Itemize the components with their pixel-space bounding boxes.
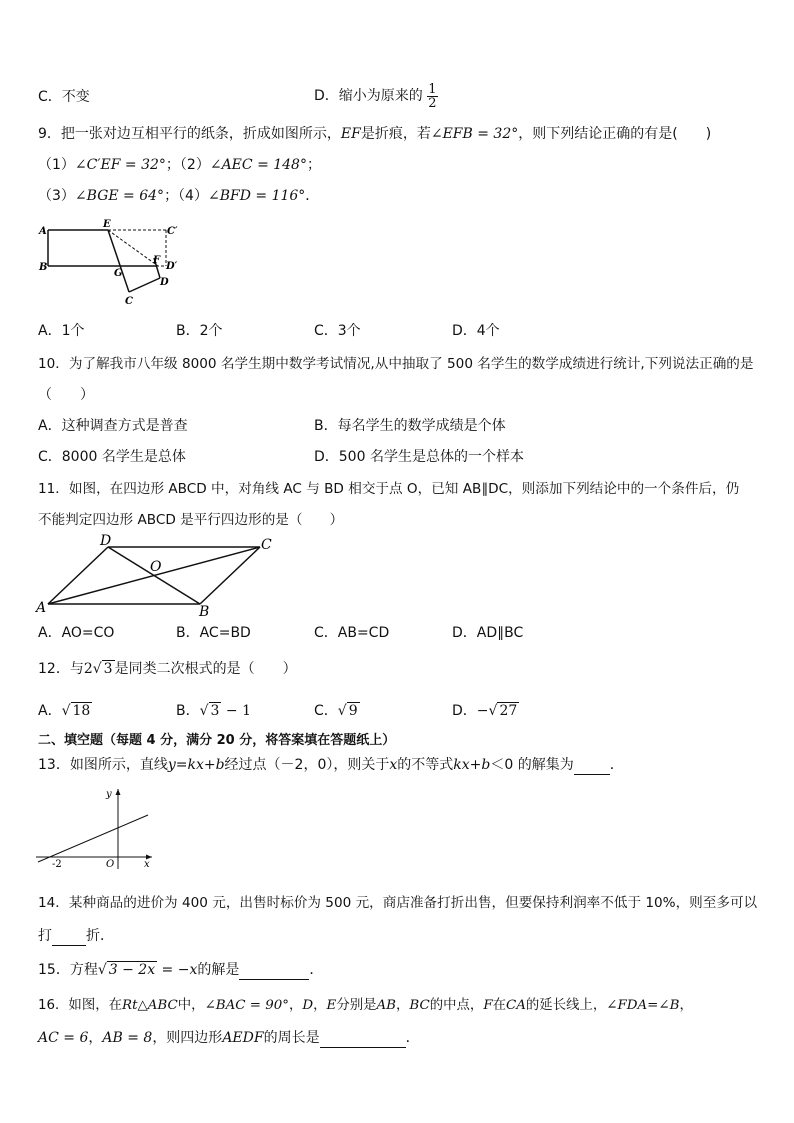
minus-one: − 1: [221, 703, 251, 719]
q11-stem-line1: 11．如图，在四边形 ABCD 中，对角线 AC 与 BD 相交于点 O，已知 AB∥DC，则添加下列结论中的一个条件后，仍: [38, 481, 740, 497]
label-A: A: [39, 226, 47, 237]
radicand: 27: [499, 703, 518, 719]
q11-stem-line2: 不能判定四边形 ABCD 是平行四边形的是（ ）: [38, 512, 344, 528]
q12-stem-text: 是同类二次根式的是（ ）: [114, 661, 297, 677]
q9-option-d: D．4个: [452, 323, 500, 339]
q16-line2: [38, 1028, 420, 1048]
q13-stem-text: ＜0 的解集为: [490, 757, 574, 773]
segment-ca: CA: [506, 998, 526, 1013]
label-D: D: [160, 277, 169, 288]
section-fill-in-heading: 二、填空题（每题 4 分，满分 20 分，将答案填在答题纸上）: [38, 733, 396, 748]
sqrt-18: √ 18: [61, 703, 91, 719]
q16-line1: [38, 996, 693, 1016]
q10-option-d: D．500 名学生是总体的一个样本: [314, 449, 524, 465]
q13-line-graph: [34, 785, 164, 871]
q9-folded-strip-figure: [36, 218, 186, 308]
point-e: E: [326, 998, 337, 1013]
q10-option-c: C．8000 名学生是总体: [38, 449, 186, 465]
q11-option-d: D．AD∥BC: [452, 625, 524, 641]
ab-length: AB = 8: [102, 1030, 153, 1046]
q10-paren: （ ）: [38, 387, 94, 403]
q16-text: ，: [679, 998, 693, 1013]
triangle: Rt△ABC: [122, 998, 178, 1013]
q9-label: ；（2）: [165, 157, 210, 173]
option-label: C．: [314, 703, 338, 719]
q13-stem: [38, 755, 624, 775]
y-axis-arrow: [116, 789, 121, 795]
q15-stem: [38, 960, 323, 980]
sqrt-9: √ 9: [337, 703, 358, 719]
q9-cond-3: ∠BGE = 64°: [74, 188, 165, 204]
q9-conditions-1: [38, 155, 321, 175]
folded-edge-cd: [129, 278, 160, 292]
q16-text: ，: [313, 998, 327, 1013]
answer-blank: [52, 931, 86, 946]
q14-line1: 14．某种商品的进价为 400 元，出售时标价为 500 元，商店准备打折出售，但要保持利润率不低于 10%，则至多可以: [38, 895, 758, 911]
sqrt-3: √ 3: [199, 703, 220, 719]
q9-stem: [38, 124, 711, 144]
q9-label: ．: [305, 188, 320, 204]
quadrilateral-aedf: AEDF: [222, 1030, 264, 1046]
q9-option-a: A．1个: [38, 323, 85, 339]
q11-option-b: B．AC=BD: [176, 625, 251, 641]
label-G: G: [114, 268, 123, 279]
option-label: D．: [452, 703, 477, 719]
q12-option-a: [38, 701, 92, 721]
q16-text: 16．如图，在: [38, 998, 122, 1013]
sqrt-expression: √ 3 − 2x: [97, 962, 156, 978]
q11-option-c: C．AB=CD: [314, 625, 390, 641]
q12-option-b: [176, 701, 251, 721]
q11-quadrilateral-figure: [34, 532, 284, 620]
q16-text: 的延长线上，: [525, 998, 607, 1013]
angle-equality: ∠FDA=∠B: [606, 998, 680, 1013]
option-label: A．: [38, 703, 62, 719]
q16-text: 中，: [177, 998, 205, 1013]
crease-ef: [108, 230, 158, 266]
diagonal-bd: [108, 547, 200, 604]
point-f: F: [483, 998, 493, 1013]
q13-stem-text: 经过点（－2，0），则关于: [224, 757, 390, 773]
q8-option-d-text: D．缩小为原来的: [314, 88, 423, 104]
label-F: F: [153, 255, 161, 266]
q16-text: ，: [289, 998, 303, 1013]
radicand: 18: [72, 703, 91, 719]
q15-text: 15．方程: [38, 962, 98, 978]
answer-blank: [574, 760, 610, 775]
fraction-numerator: 1: [428, 81, 437, 97]
q16-text: 在: [492, 998, 506, 1013]
q9-crease: EF: [340, 126, 361, 142]
q14-text: 打: [38, 928, 52, 944]
q9-stem-text: 9．把一张对边互相平行的纸条，折成如图所示，: [38, 126, 341, 142]
q15-text: ．: [309, 962, 324, 978]
label-C: C: [125, 296, 133, 307]
label-E: E: [103, 219, 111, 230]
q9-cond-1: ∠C′EF = 32°: [74, 157, 166, 173]
q15-text: 的解是: [197, 962, 240, 978]
q9-stem-text: ，则下列结论正确的有是( ): [518, 126, 712, 142]
label-B: B: [39, 262, 48, 273]
label-A: A: [36, 600, 47, 616]
q12-option-d: [452, 701, 519, 721]
q9-cond-4: ∠BFD = 116°: [207, 188, 306, 204]
q16-text: ．: [405, 1030, 420, 1046]
y-label: y: [106, 789, 112, 800]
segment-ab: AB: [376, 998, 397, 1013]
q12-stem: [38, 659, 297, 679]
q16-text: ，则四边形: [152, 1030, 223, 1046]
answer-blank: [239, 965, 309, 980]
answer-blank: [320, 1033, 406, 1048]
line-y-kx-b: [38, 815, 148, 862]
label-D-prime: D′: [166, 261, 178, 272]
ac-length: AC = 6: [38, 1030, 89, 1046]
folded-edge-ec: [108, 230, 129, 292]
q10-option-b: B．每名学生的数学成绩是个体: [314, 418, 506, 434]
sqrt-27: √ 27: [488, 703, 518, 719]
q14-text: 折．: [86, 928, 114, 944]
q9-conditions-2: [38, 186, 319, 206]
segment-bc: BC: [409, 998, 430, 1013]
label-B: B: [199, 604, 210, 620]
q9-option-c: C．3个: [314, 323, 361, 339]
q16-text: 的中点，: [429, 998, 484, 1013]
radicand: 3: [103, 661, 113, 677]
q9-stem-text: 是折痕，若: [360, 126, 431, 142]
q10-stem: 10．为了解我市八年级 8000 名学生期中数学考试情况,从中抽取了 500 名学生的数学成绩进行统计,下列说法正确的是: [38, 356, 754, 372]
q11-option-a: A．AO=CO: [38, 625, 115, 641]
line-equation: y=kx+b: [167, 757, 225, 773]
equation-rhs: = −x: [157, 962, 198, 978]
q16-text: 的周长是: [263, 1030, 320, 1046]
q16-text: ，: [88, 1030, 103, 1046]
right-angle: ∠BAC = 90°: [204, 998, 290, 1013]
q9-option-b: B．2个: [176, 323, 223, 339]
q9-label: ；: [306, 157, 321, 173]
q13-stem-text: ．: [609, 757, 624, 773]
q12-stem-text: 12．与: [38, 661, 84, 677]
q13-stem-text: 13．如图所示，直线: [38, 757, 168, 773]
q9-given-angle: ∠EFB = 32°: [430, 126, 519, 142]
point-d: D: [302, 998, 314, 1013]
x-label: x: [144, 859, 150, 870]
q13-stem-text: 的不等式: [397, 757, 454, 773]
label-D: D: [100, 533, 112, 549]
option-label: B．: [176, 703, 200, 719]
q10-option-a: A．这种调查方式是普查: [38, 418, 188, 434]
q16-text: ，: [396, 998, 410, 1013]
minus-sign: −: [476, 703, 489, 719]
label-C-prime: C′: [167, 226, 178, 237]
q12-radical: 2√ 3: [83, 661, 113, 677]
q9-label: ；（4）: [164, 188, 208, 204]
q9-cond-2: ∠AEC = 148°: [209, 157, 307, 173]
inequality-expr: kx+b: [453, 757, 491, 773]
q8-option-c: C．不变: [38, 89, 90, 105]
q12-option-c: [314, 701, 360, 721]
q16-text: 分别是: [336, 998, 377, 1013]
radicand: 3 − 2x: [108, 962, 156, 978]
q8-option-d: [314, 78, 438, 114]
fraction-denominator: 2: [428, 95, 437, 111]
neg-two-label: -2: [52, 859, 62, 870]
q9-label: （3）: [38, 188, 75, 204]
variable-x: x: [389, 757, 398, 773]
q9-label: （1）: [38, 157, 75, 173]
origin-label: O: [106, 859, 115, 870]
q14-line2: [38, 926, 114, 946]
label-C: C: [261, 537, 272, 553]
radicand: 3: [210, 703, 220, 719]
label-O: O: [150, 559, 162, 575]
radicand: 9: [348, 703, 358, 719]
coefficient: 2: [83, 661, 93, 677]
one-half-fraction: [427, 83, 437, 110]
